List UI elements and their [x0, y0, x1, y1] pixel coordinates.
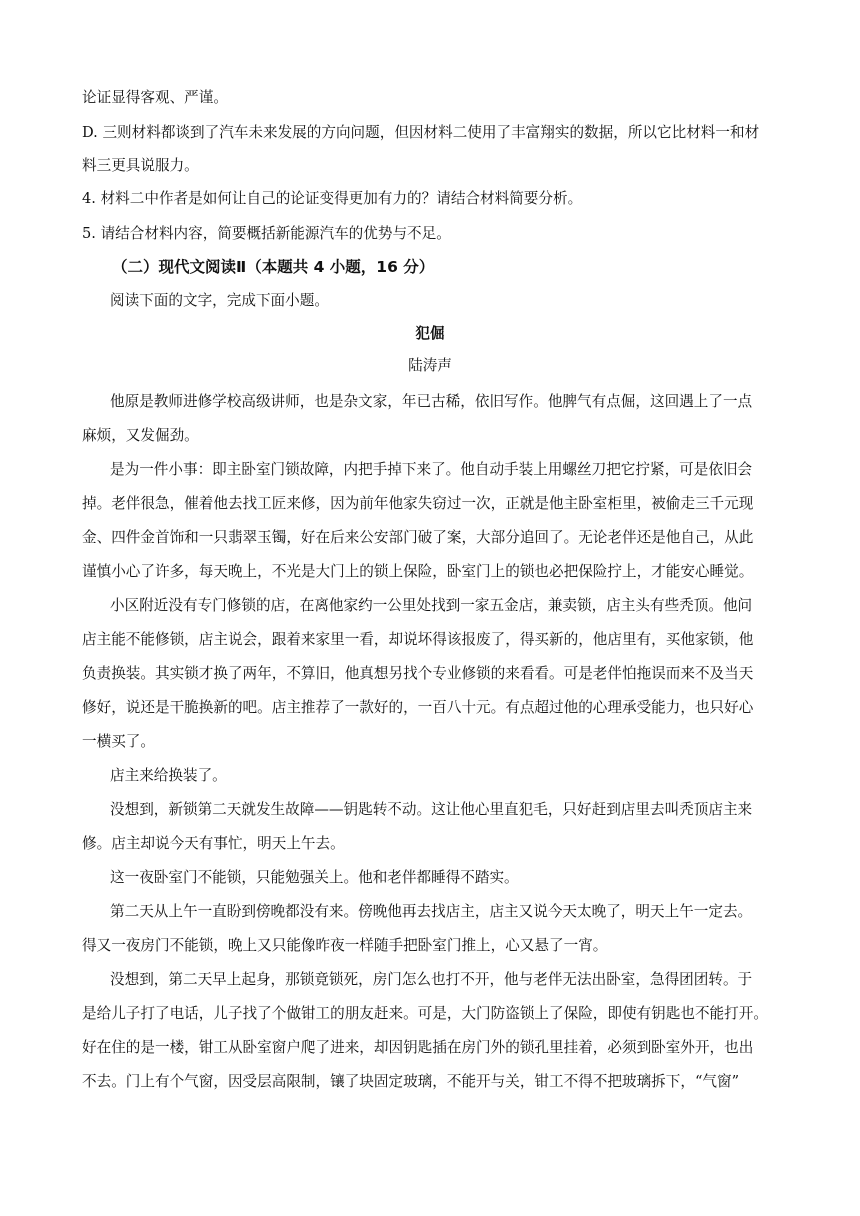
article-line: 是为一件小事：即主卧室门锁故障，内把手掉下来了。他自动手装上用螺丝刀把它拧紧，可是依旧会: [110, 461, 753, 478]
article-line: 谨慎小心了许多，每天晚上，不光是大门上的锁上保险，卧室门上的锁也必把保险拧上，才能安心睡觉。: [82, 563, 754, 580]
article-line: 好在住的是一楼，钳工从卧室窗户爬了进来，却因钥匙插在房门外的锁孔里挂着，必须到卧室外开，也出: [82, 1039, 754, 1056]
article-line: 是给儿子打了电话，儿子找了个做钳工的朋友赶来。可是，大门防盗锁上了保险，即使有钥匙也不能打开。: [82, 1005, 768, 1022]
article-line: 小区附近没有专门修锁的店，在离他家约一公里处找到一家五金店，兼卖锁，店主头有些秃顶。他问: [110, 597, 753, 614]
article-line: 掉。老伴很急，催着他去找工匠来修，因为前年他家失窃过一次，正就是他主卧室柜里，被偷走三千元现: [82, 495, 754, 512]
article-title: 犯倔: [415, 325, 445, 342]
article-line: 修好，说还是干脆换新的吧。店主推荐了一款好的，一百八十元。有点超过他的心理承受能力，也只好心: [82, 699, 754, 716]
article-line: 第二天从上午一直盼到傍晚都没有来。傍晚他再去找店主，店主又说今天太晚了，明天上午一定去。: [110, 903, 753, 920]
article-line: 麻烦，又发倔劲。: [82, 427, 199, 444]
option-d-line-2: 料三更具说服力。: [82, 157, 199, 174]
article-author: 陆涛声: [408, 357, 452, 374]
article-line: 没想到，第二天早上起身，那锁竟锁死，房门怎么也打不开，他与老伴无法出卧室，急得团团转。于: [110, 971, 753, 988]
article-line: 店主来给换装了。: [110, 767, 227, 784]
article-line: 修。店主却说今天有事忙，明天上午去。: [82, 835, 345, 852]
article-line: 一横买了。: [82, 733, 155, 750]
article-line: 金、四件金首饰和一只翡翠玉镯，好在后来公安部门破了案，大部分追回了。无论老伴还是他自己，从此: [82, 529, 754, 546]
article-line: 这一夜卧室门不能锁，只能勉强关上。他和老伴都睡得不踏实。: [110, 869, 519, 886]
article-line: 得又一夜房门不能锁，晚上又只能像昨夜一样随手把卧室门推上，心又悬了一宵。: [82, 937, 608, 954]
article-line: 没想到，新锁第二天就发生故障——钥匙转不动。这让他心里直犯毛，只好赶到店里去叫秃顶店主来: [110, 801, 753, 818]
question-4: 4. 材料二中作者是如何让自己的论证变得更加有力的？请结合材料简要分析。: [82, 190, 583, 207]
option-d-line-1: D. 三则材料都谈到了汽车未来发展的方向问题，但因材料二使用了丰富翔实的数据，所以它比材料一和材: [82, 124, 760, 141]
section-title: （二）现代文阅读Ⅱ（本题共 4 小题，16 分）: [112, 258, 435, 276]
article-line: 负责换装。其实锁才换了两年，不算旧，他真想另找个专业修锁的来看看。可是老伴怕拖误而来不及当天: [82, 665, 754, 682]
article-line: 不去。门上有个气窗，因受层高限制，镶了块固定玻璃，不能开与关，钳工不得不把玻璃拆下，“气窗”: [82, 1073, 740, 1090]
article-line: 他原是教师进修学校高级讲师，也是杂文家，年已古稀，依旧写作。他脾气有点倔，这回遇上了一点: [110, 393, 753, 410]
reading-instruction: 阅读下面的文字，完成下面小题。: [110, 292, 329, 309]
question-5: 5. 请结合材料内容，简要概括新能源汽车的优势与不足。: [82, 225, 451, 242]
article-line: 店主能不能修锁，店主说会，跟着来家里一看，却说坏得该报废了，得买新的，他店里有，买他家锁，他: [82, 631, 754, 648]
option-c-continuation: 论证显得客观、严谨。: [82, 89, 228, 106]
